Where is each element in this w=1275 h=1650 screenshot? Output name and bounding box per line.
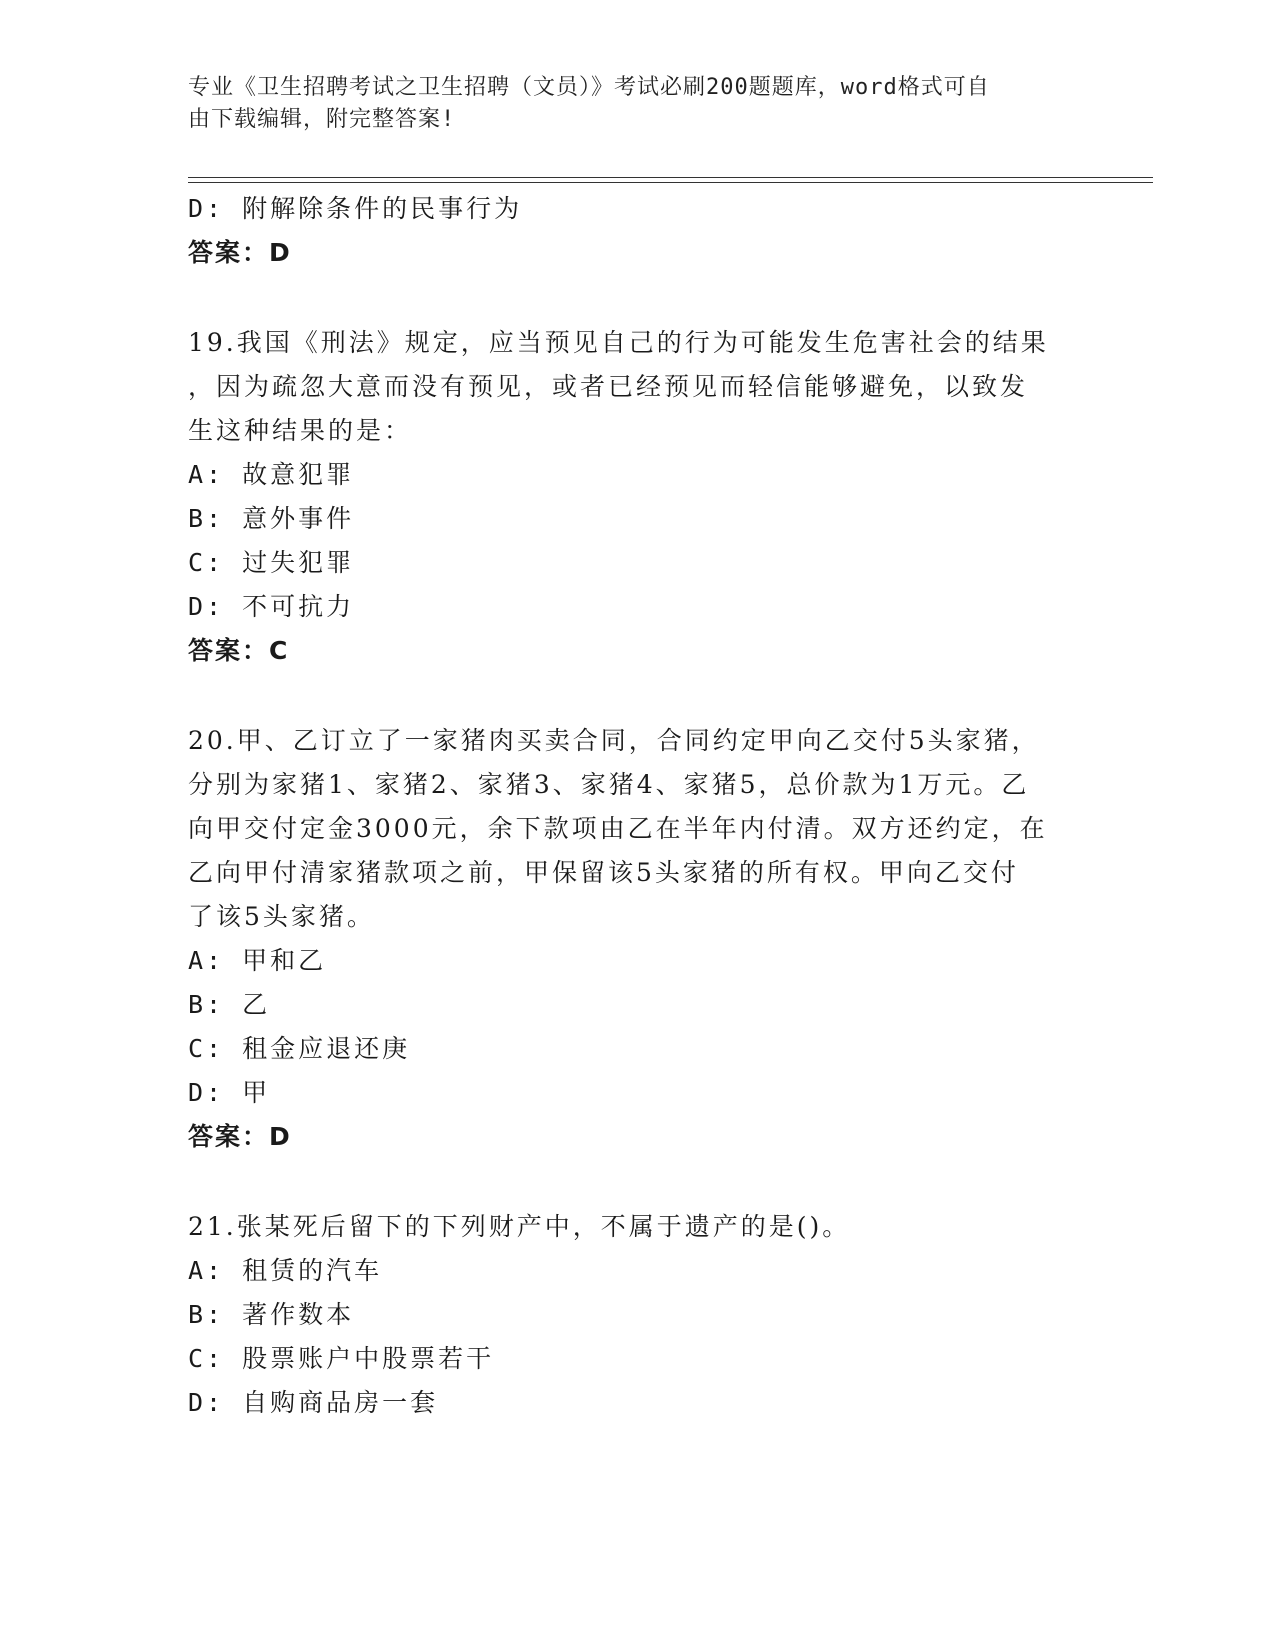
q20-answer: 答案：D bbox=[188, 1122, 292, 1151]
q20-option-d: D: 甲 bbox=[188, 1078, 271, 1107]
q18-answer: 答案：D bbox=[188, 238, 292, 267]
q20-option-b: B: 乙 bbox=[188, 990, 271, 1019]
q21-option-d: D: 自购商品房一套 bbox=[188, 1388, 439, 1417]
q20-stem-line-3: 向甲交付定金3000元，余下款项由乙在半年内付清。双方还约定，在 bbox=[188, 814, 1048, 843]
q19-answer: 答案：C bbox=[188, 636, 290, 665]
q21-option-a: A: 租赁的汽车 bbox=[188, 1256, 383, 1285]
q21-option-b: B: 著作数本 bbox=[188, 1300, 355, 1329]
header-line-1: 专业《卫生招聘考试之卫生招聘（文员）》考试必刷200题题库，word格式可自 bbox=[188, 75, 990, 100]
header-divider-bottom bbox=[188, 182, 1153, 183]
q19-option-a: A: 故意犯罪 bbox=[188, 460, 355, 489]
q19-stem-line-2: ，因为疏忽大意而没有预见，或者已经预见而轻信能够避免，以致发 bbox=[188, 372, 1029, 401]
q19-option-c: C: 过失犯罪 bbox=[188, 548, 355, 577]
q19-option-d: D: 不可抗力 bbox=[188, 592, 355, 621]
q21-stem-line-1: 21.张某死后留下的下列财产中，不属于遗产的是()。 bbox=[188, 1212, 851, 1241]
q19-stem-line-1: 19.我国《刑法》规定，应当预见自己的行为可能发生危害社会的结果 bbox=[188, 328, 1049, 357]
q20-stem-line-1: 20.甲、乙订立了一家猪肉买卖合同，合同约定甲向乙交付5头家猪， bbox=[188, 726, 1040, 755]
q18-option-d: D: 附解除条件的民事行为 bbox=[188, 194, 523, 223]
header-line-2: 由下载编辑，附完整答案! bbox=[188, 107, 456, 132]
q20-option-c: C: 租金应退还庚 bbox=[188, 1034, 411, 1063]
q19-option-b: B: 意外事件 bbox=[188, 504, 355, 533]
q21-option-c: C: 股票账户中股票若干 bbox=[188, 1344, 495, 1373]
q20-option-a: A: 甲和乙 bbox=[188, 946, 327, 975]
q19-stem-line-3: 生这种结果的是： bbox=[188, 416, 413, 445]
q20-stem-line-5: 了该5头家猪。 bbox=[188, 902, 375, 931]
q20-stem-line-4: 乙向甲付清家猪款项之前，甲保留该5头家猪的所有权。甲向乙交付 bbox=[188, 858, 1019, 887]
q20-stem-line-2: 分别为家猪1、家猪2、家猪3、家猪4、家猪5，总价款为1万元。乙 bbox=[188, 770, 1030, 799]
document-header bbox=[188, 72, 1068, 136]
header-divider-top bbox=[188, 177, 1153, 178]
